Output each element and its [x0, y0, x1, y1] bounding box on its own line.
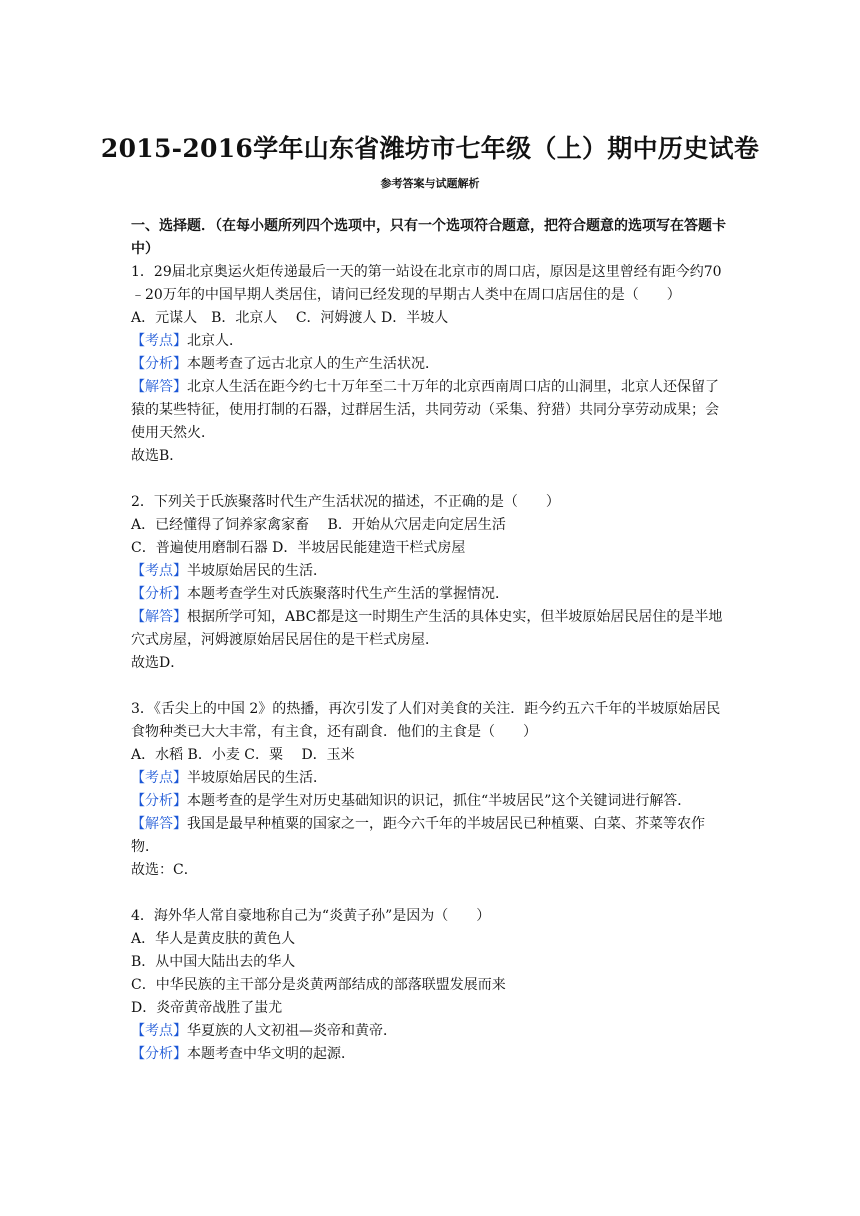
jieda-label: 【解答】	[131, 379, 187, 395]
answer-line: 故选：C．	[131, 862, 198, 878]
option-d: D．炎帝黄帝战胜了蚩尤	[131, 1000, 283, 1016]
kaodian-line	[131, 1020, 731, 1043]
question-2	[131, 491, 731, 675]
fenxi-line	[131, 353, 731, 376]
fenxi-label: 【分析】	[131, 1046, 187, 1062]
question-stem: 1．29届北京奥运火炬传递最后一天的第一站设在北京市的周口店，原因是这里曾经有距今约70﹣20万年的中国早期人类居住，请问已经发现的早期古人类中在周口店居住的是（ ）	[131, 264, 722, 303]
question-options: A．已经懂得了饲养家禽家畜 B．开始从穴居走向定居生活	[131, 517, 506, 533]
kaodian-label: 【考点】	[131, 563, 187, 579]
fenxi-text: 本题考查学生对氏族聚落时代生产生活的掌握情况．	[187, 586, 509, 602]
fenxi-text: 本题考查中华文明的起源．	[187, 1046, 355, 1062]
fenxi-label: 【分析】	[131, 586, 187, 602]
kaodian-text: 华夏族的人文初祖—炎帝和黄帝．	[187, 1023, 397, 1039]
fenxi-line	[131, 790, 731, 813]
kaodian-line	[131, 560, 731, 583]
kaodian-text: 半坡原始居民的生活．	[187, 563, 327, 579]
kaodian-label: 【考点】	[131, 333, 187, 349]
jieda-text: 我国是最早种植粟的国家之一，距今六千年的半坡居民已种植粟、白菜、芥菜等农作物．	[131, 816, 705, 855]
jieda-line	[131, 813, 731, 859]
jieda-text: 北京人生活在距今约七十万年至二十万年的北京西南周口店的山洞里，北京人还保留了猿的某些特征，使用打制的石器，过群居生活，共同劳动（采集、狩猎）共同分享劳动成果；会使用天然火．	[131, 379, 719, 441]
option-a: A．华人是黄皮肤的黄色人	[131, 931, 296, 947]
question-stem: 2．下列关于氏族聚落时代生产生活状况的描述，不正确的是（ ）	[131, 494, 560, 510]
fenxi-line	[131, 583, 731, 606]
jieda-label: 【解答】	[131, 609, 187, 625]
question-options: C．普遍使用磨制石器 D．半坡居民能建造干栏式房屋	[131, 540, 466, 556]
spacer	[131, 882, 731, 905]
fenxi-label: 【分析】	[131, 793, 187, 809]
jieda-line	[131, 376, 731, 445]
question-options: A．水稻 B．小麦 C．粟 D．玉米	[131, 747, 355, 763]
question-3	[131, 698, 731, 882]
jieda-text: 根据所学可知，ABC都是这一时期生产生活的具体史实，但半坡原始居民居住的是半地穴式房屋，河姆渡原始居民居住的是干栏式房屋．	[131, 609, 723, 648]
jieda-label: 【解答】	[131, 816, 187, 832]
fenxi-text: 本题考查的是学生对历史基础知识的识记，抓住“半坡居民”这个关键词进行解答．	[187, 793, 692, 809]
spacer	[131, 468, 731, 491]
section-heading: 一、选择题．（在每小题所列四个选项中，只有一个选项符合题意，把符合题意的选项写在答题卡中）	[131, 218, 726, 257]
page-subtitle: 参考答案与试题解析	[380, 177, 480, 190]
kaodian-line	[131, 330, 731, 353]
answer-line: 故选B．	[131, 448, 184, 464]
option-c: C．中华民族的主干部分是炎黄两部结成的部落联盟发展而来	[131, 977, 506, 993]
page-title: 2015-2016学年山东省潍坊市七年级（上）期中历史试卷	[100, 134, 760, 163]
question-stem: 4．海外华人常自豪地称自己为“炎黄子孙”是因为（ ）	[131, 908, 491, 924]
kaodian-text: 半坡原始居民的生活．	[187, 770, 327, 786]
kaodian-label: 【考点】	[131, 1023, 187, 1039]
question-4	[131, 905, 731, 1066]
kaodian-line	[131, 767, 731, 790]
question-options: A．元谋人 B．北京人 C．河姆渡人 D．半坡人	[131, 310, 449, 326]
answer-line: 故选D．	[131, 655, 185, 671]
document-body	[131, 215, 731, 1066]
fenxi-label: 【分析】	[131, 356, 187, 372]
option-b: B．从中国大陆出去的华人	[131, 954, 296, 970]
fenxi-line	[131, 1043, 731, 1066]
spacer	[131, 675, 731, 698]
question-1	[131, 261, 731, 468]
question-stem: 3．《舌尖上的中国 2》的热播，再次引发了人们对美食的关注．距今约五六千年的半坡原始居民食物种类已大大丰常，有主食，还有副食．他们的主食是（ ）	[131, 701, 721, 740]
kaodian-text: 北京人．	[187, 333, 243, 349]
kaodian-label: 【考点】	[131, 770, 187, 786]
fenxi-text: 本题考查了远古北京人的生产生活状况．	[187, 356, 439, 372]
jieda-line	[131, 606, 731, 652]
